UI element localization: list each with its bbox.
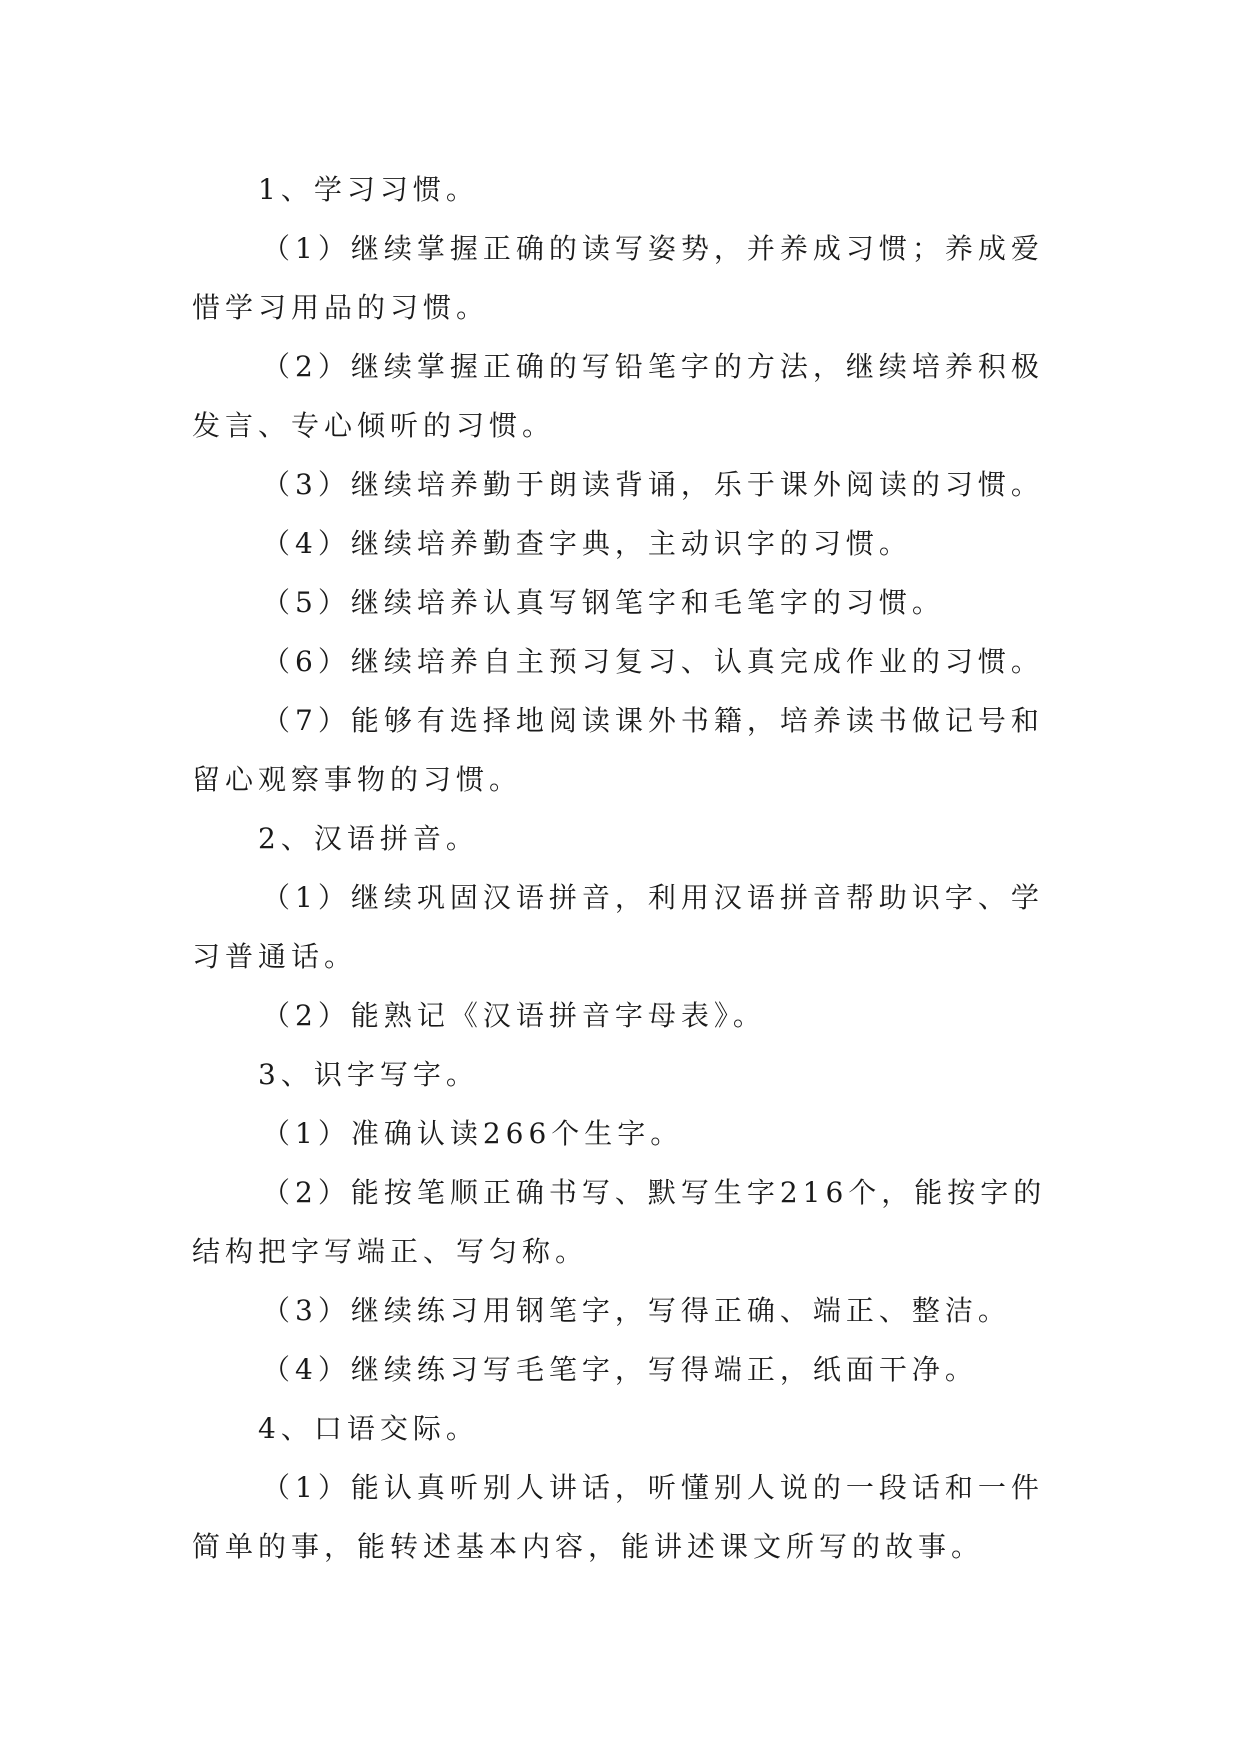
paragraph: （2）能按笔顺正确书写、默写生字216个，能按字的结构把字写端正、写匀称。 [192, 1176, 1047, 1268]
paragraph: （1）能认真听别人讲话，听懂别人说的一段话和一件简单的事，能转述基本内容，能讲述课文所写的故事。 [192, 1471, 1044, 1563]
paragraph: （3）继续练习用钢笔字，写得正确、端正、整洁。 [262, 1294, 1011, 1327]
paragraph: （4）继续培养勤查字典，主动识字的习惯。 [262, 527, 912, 560]
paragraph: （1）继续掌握正确的读写姿势，并养成习惯；养成爱惜学习用品的习惯。 [192, 232, 1044, 324]
paragraph: （3）继续培养勤于朗读背诵，乐于课外阅读的习惯。 [262, 468, 1044, 501]
paragraph: （4）继续练习写毛笔字，写得端正，纸面干净。 [262, 1353, 978, 1386]
paragraph: （6）继续培养自主预习复习、认真完成作业的习惯。 [262, 645, 1044, 678]
paragraph: （1）准确认读266个生字。 [262, 1117, 684, 1150]
paragraph: （5）继续培养认真写钢笔字和毛笔字的习惯。 [262, 586, 945, 619]
paragraph: （2）继续掌握正确的写铅笔字的方法，继续培养积极发言、专心倾听的习惯。 [192, 350, 1044, 442]
section-heading-habits: 1、学习习惯。 [258, 173, 479, 206]
paragraph: （1）继续巩固汉语拼音，利用汉语拼音帮助识字、学习普通话。 [192, 881, 1044, 973]
paragraph: （7）能够有选择地阅读课外书籍，培养读书做记号和留心观察事物的习惯。 [192, 704, 1044, 796]
section-heading-oral: 4、口语交际。 [258, 1412, 479, 1445]
document-body [192, 160, 1062, 1576]
section-heading-literacy: 3、识字写字。 [258, 1058, 479, 1091]
paragraph: （2）能熟记《汉语拼音字母表》。 [262, 999, 766, 1032]
section-heading-pinyin: 2、汉语拼音。 [258, 822, 479, 855]
